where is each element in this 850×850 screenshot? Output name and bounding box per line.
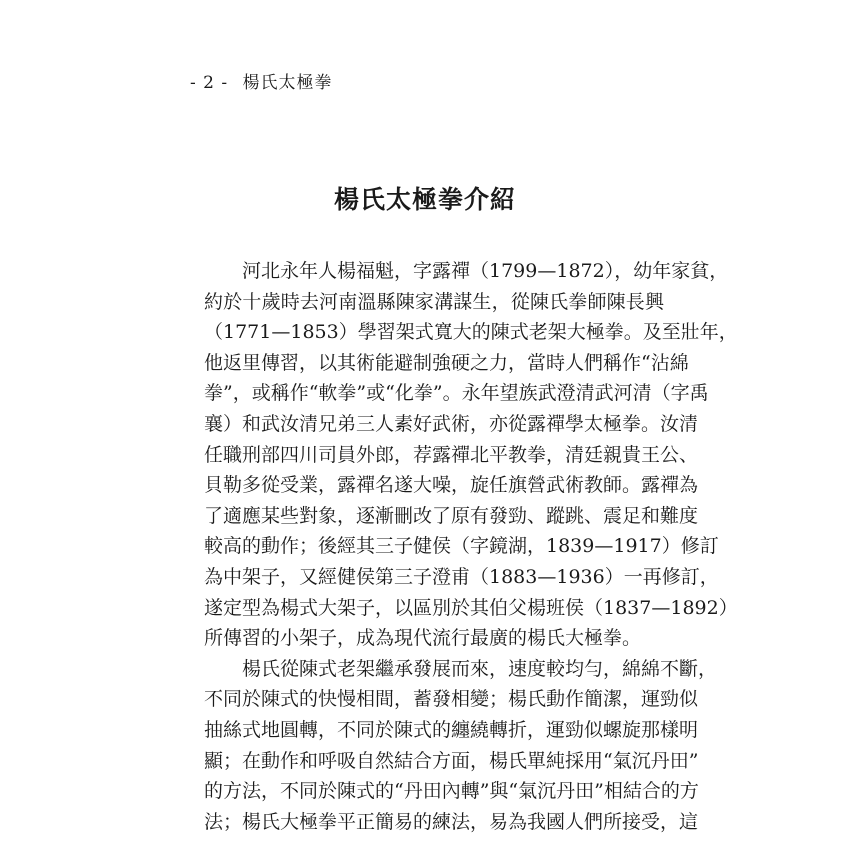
text-line: （1771—1853）學習架式寬大的陳式老架大極拳。及至壯年， [204, 321, 738, 344]
text-line: 襄）和武汝清兄弟三人素好武術，亦從露禪學太極拳。汝清 [204, 412, 699, 435]
text-line: 的方法，不同於陳式的“丹田內轉”與“氣沉丹田”相結合的方 [204, 780, 699, 803]
text-line: 任職刑部四川司員外郎，荐露禪北平教拳，清廷親貴王公、 [204, 443, 699, 466]
text-line: 他返里傳習，以其術能避制強硬之力，當時人們稱作“沾綿 [204, 351, 689, 374]
chapter-title: 楊氏太極拳介紹 [333, 185, 516, 214]
text-line: 楊氏從陳式老架繼承發展而來，速度較均勻，綿綿不斷， [242, 657, 718, 680]
text-line: 為中架子，又經健侯第三子澄甫（1883—1936）一再修訂， [204, 565, 719, 588]
text-line: 所傳習的小架子，成為現代流行最廣的楊氏大極拳。 [204, 627, 642, 650]
text-line: 遂定型為楊式大架子，以區別於其伯父楊班侯（1837—1892） [204, 596, 738, 619]
text-line: 顯；在動作和呼吸自然結合方面，楊氏單純採用“氣沉丹田” [204, 749, 699, 772]
text-line: 約於十歲時去河南溫縣陳家溝謀生，從陳氏拳師陳長興 [204, 290, 664, 313]
text-line: 法；楊氏大極拳平正簡易的練法，易為我國人們所接受，這 [204, 810, 699, 833]
text-line: 河北永年人楊福魁，字露禪（1799—1872），幼年家貧， [242, 260, 729, 282]
text-line: 了適應某些對象，逐漸刪改了原有發勁、蹤跳、震足和難度 [204, 504, 699, 527]
book-title: 楊氏太極拳 [242, 73, 333, 93]
text-line: 抽絲式地圓轉，不同於陳式的纏繞轉折，運勁似螺旋那樣明 [204, 718, 699, 741]
page-number: - 2 - [190, 73, 229, 93]
text-line: 貝勒多從受業，露禪名遂大噪，旋任旗營武術教師。露禪為 [204, 474, 699, 497]
text-line: 較高的動作；後經其三子健侯（字鏡湖，1839—1917）修訂 [204, 535, 719, 558]
running-header [190, 68, 333, 93]
text-line: 拳”，或稱作“軟拳”或“化拳”。永年望族武澄清武河清（字禹 [204, 382, 709, 405]
body-text [204, 256, 738, 837]
text-line: 不同於陳式的快慢相間，蓄發相變；楊氏動作簡潔，運勁似 [204, 688, 699, 711]
